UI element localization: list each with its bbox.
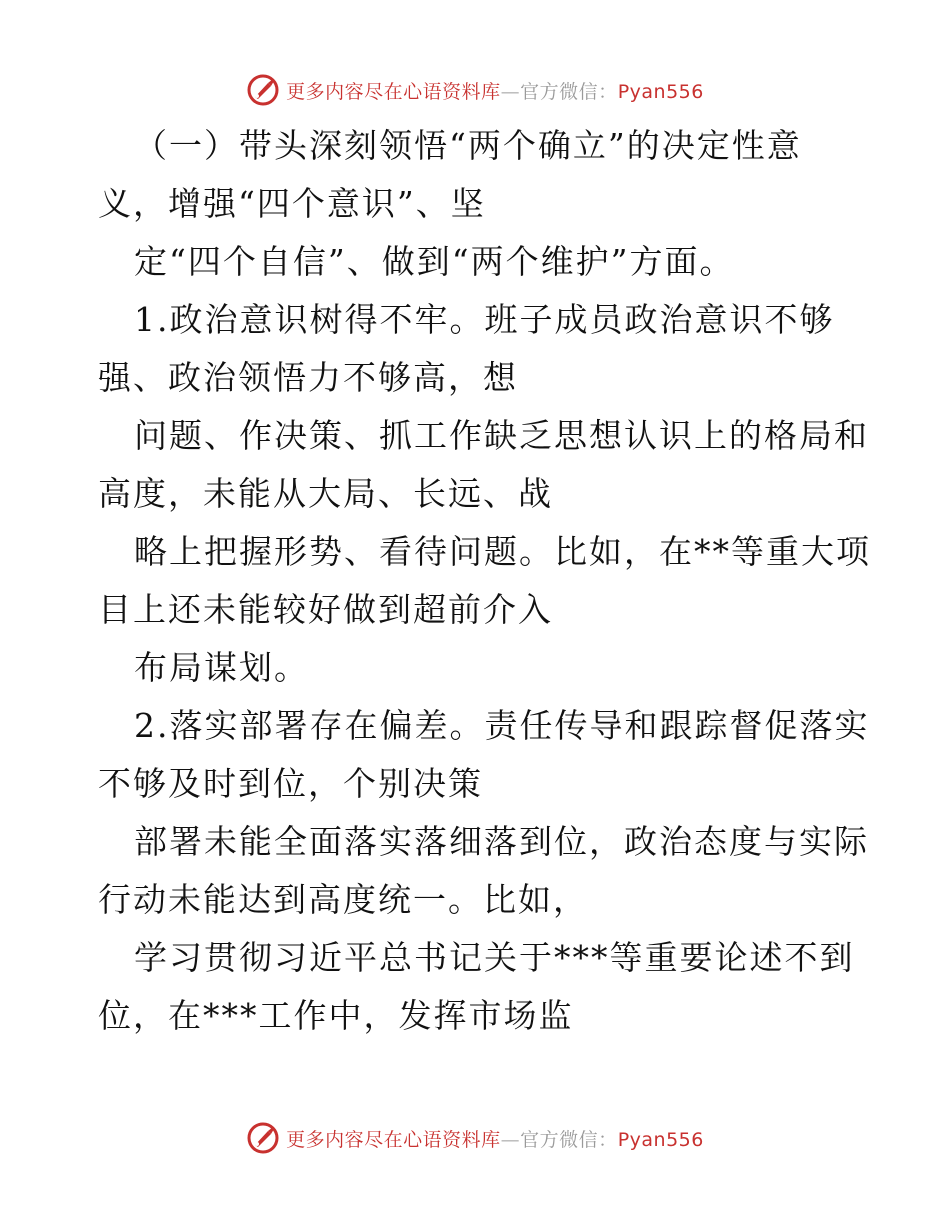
footer-watermark (0, 1118, 950, 1158)
text-line: （一）带头深刻领悟“两个确立”的决定性意 (134, 126, 802, 165)
text-line: 义，增强“四个意识”、坚 (98, 184, 486, 223)
text-line: 位，在***工作中，发挥市场监 (98, 996, 574, 1035)
watermark-text: 更多内容尽在心语资料库—官方微信：Pyan556 (286, 1128, 704, 1151)
text-line: 问题、作决策、抓工作缺乏思想认识上的格局和 (134, 416, 869, 455)
wechat-id: Pyan556 (617, 80, 704, 103)
text-line: 布局谋划。 (134, 648, 309, 687)
document-body (98, 117, 871, 1045)
wechat-id: Pyan556 (617, 1128, 704, 1151)
text-line: 2.落实部署存在偏差。责任传导和跟踪督促落实 (134, 706, 870, 745)
watermark-text: 更多内容尽在心语资料库—官方微信：Pyan556 (286, 80, 704, 103)
text-line: 部署未能全面落实落细落到位，政治态度与实际 (134, 822, 869, 861)
text-line: 高度，未能从大局、长远、战 (98, 474, 553, 513)
text-line: 目上还未能较好做到超前介入 (98, 590, 553, 629)
header-watermark (0, 70, 950, 110)
text-line: 行动未能达到高度统一。比如， (98, 880, 588, 919)
text-line: 定“四个自信”、做到“两个维护”方面。 (134, 242, 735, 281)
text-line: 强、政治领悟力不够高，想 (98, 358, 518, 397)
text-line: 学习贯彻习近平总书记关于***等重要论述不到 (134, 938, 855, 977)
text-line: 略上把握形势、看待问题。比如，在**等重大项 (134, 532, 871, 571)
text-line: 1.政治意识树得不牢。班子成员政治意识不够 (134, 300, 835, 339)
quill-seal-icon (246, 1121, 280, 1155)
text-line: 不够及时到位，个别决策 (98, 764, 483, 803)
quill-seal-icon (246, 73, 280, 107)
